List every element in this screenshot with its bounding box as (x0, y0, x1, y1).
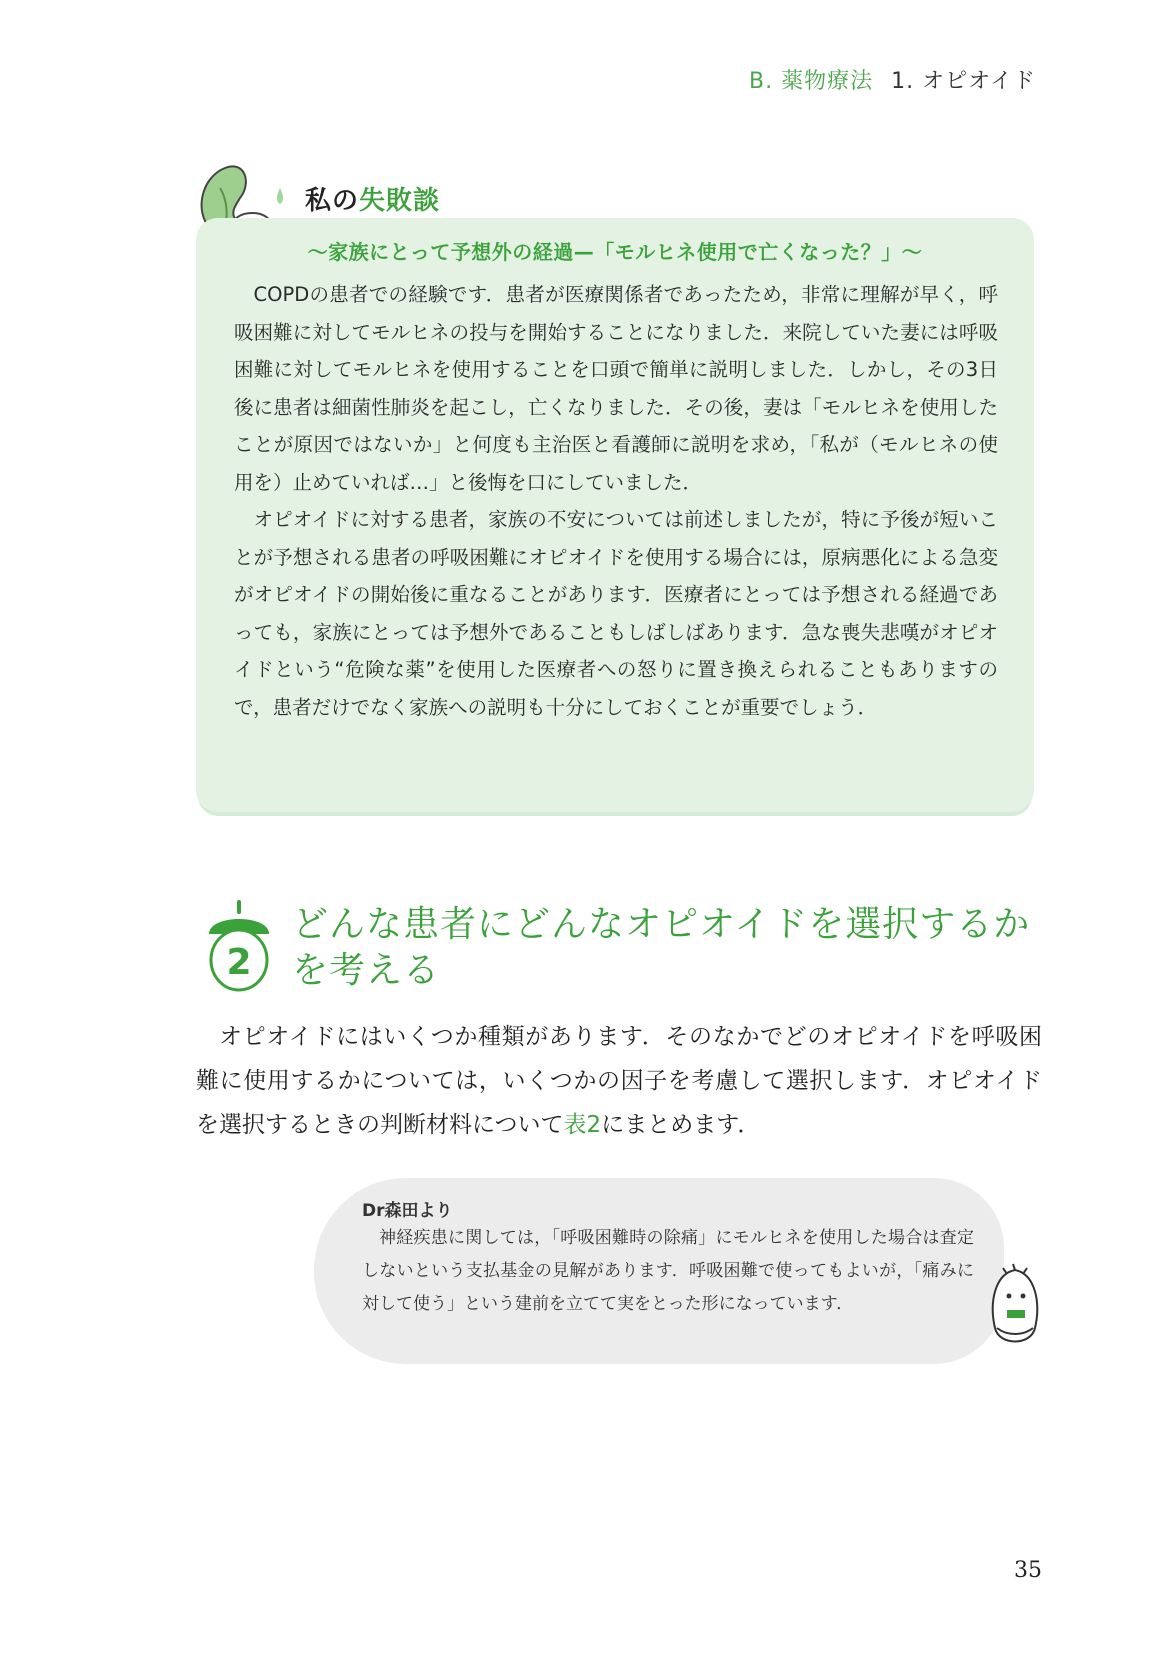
table-reference-link[interactable]: 表2 (563, 1112, 602, 1138)
doctor-note-text: 神経疾患に関しては，「呼吸困難時の除痛」にモルヒネを使用した場合は査定しないという支払基金の見解があります．呼吸困難で使ってもよいが，「痛みに対して使う」という建前を立てて実をとった形になっています． (362, 1228, 974, 1314)
story-title-prefix: 私の (305, 186, 360, 216)
section-body (196, 1015, 1042, 1147)
section-number: 2 (226, 942, 252, 983)
story-subtitle: 〜家族にとって予想外の経過—「モルヒネ使用で亡くなった？」〜 (307, 240, 923, 264)
header-chapter: 1. オピオイド (891, 69, 1036, 94)
doctor-note-title: Dr森田より (362, 1201, 453, 1221)
failure-story-box (196, 218, 1034, 812)
section-body-text-end: にまとめます． (601, 1112, 761, 1138)
story-body (234, 276, 998, 726)
running-header (749, 64, 1036, 95)
section-heading: どんな患者にどんなオピオイドを選択するかを考える (292, 904, 1031, 991)
doctor-note-body (362, 1222, 974, 1321)
page-number: 35 (1014, 1558, 1042, 1583)
story-paragraph-2: オピオイドに対する患者，家族の不安については前述しましたが，特に予後が短いことが予想される患者の呼吸困難にオピオイドを使用する場合には，原病悪化による急変がオピオイドの開始後に重なることがあります．医療者にとっては予想される経過であっても，家族にとっては予想外であることもしばしばあります．急な喪失悲嘆がオピオイドという“危険な薬”を使用した医療者への怒りに置き換えられることもありますので，患者だけでなく家族への説明も十分にしておくことが重要でしょう． (234, 508, 998, 719)
story-paragraph-1: COPDの患者での経験です．患者が医療関係者であったため，非常に理解が早く，呼吸困難に対してモルヒネの投与を開始することになりました．来院していた妻には呼吸困難に対してモルヒネを使用することを口頭で簡単に説明しました．しかし，その3日後に患者は細菌性肺炎を起こし，亡くなりました．その後，妻は「モルヒネを使用したことが原因ではないか」と何度も主治医と看護師に説明を求め，「私が（モルヒネの使用を）止めていれば…」と後悔を口にしていました． (234, 283, 998, 494)
story-title-accent: 失敗談 (359, 186, 441, 216)
header-section: B. 薬物療法 (749, 69, 874, 94)
story-title (305, 180, 440, 217)
section-body-text: オピオイドにはいくつか種類があります．そのなかでどのオピオイドを呼吸困難に使用するかについては，いくつかの因子を考慮して選択します．オピオイドを選択するときの判断材料について (196, 1024, 1042, 1138)
acorn-number-icon (205, 900, 273, 992)
doctor-mascot-icon (985, 1262, 1045, 1356)
